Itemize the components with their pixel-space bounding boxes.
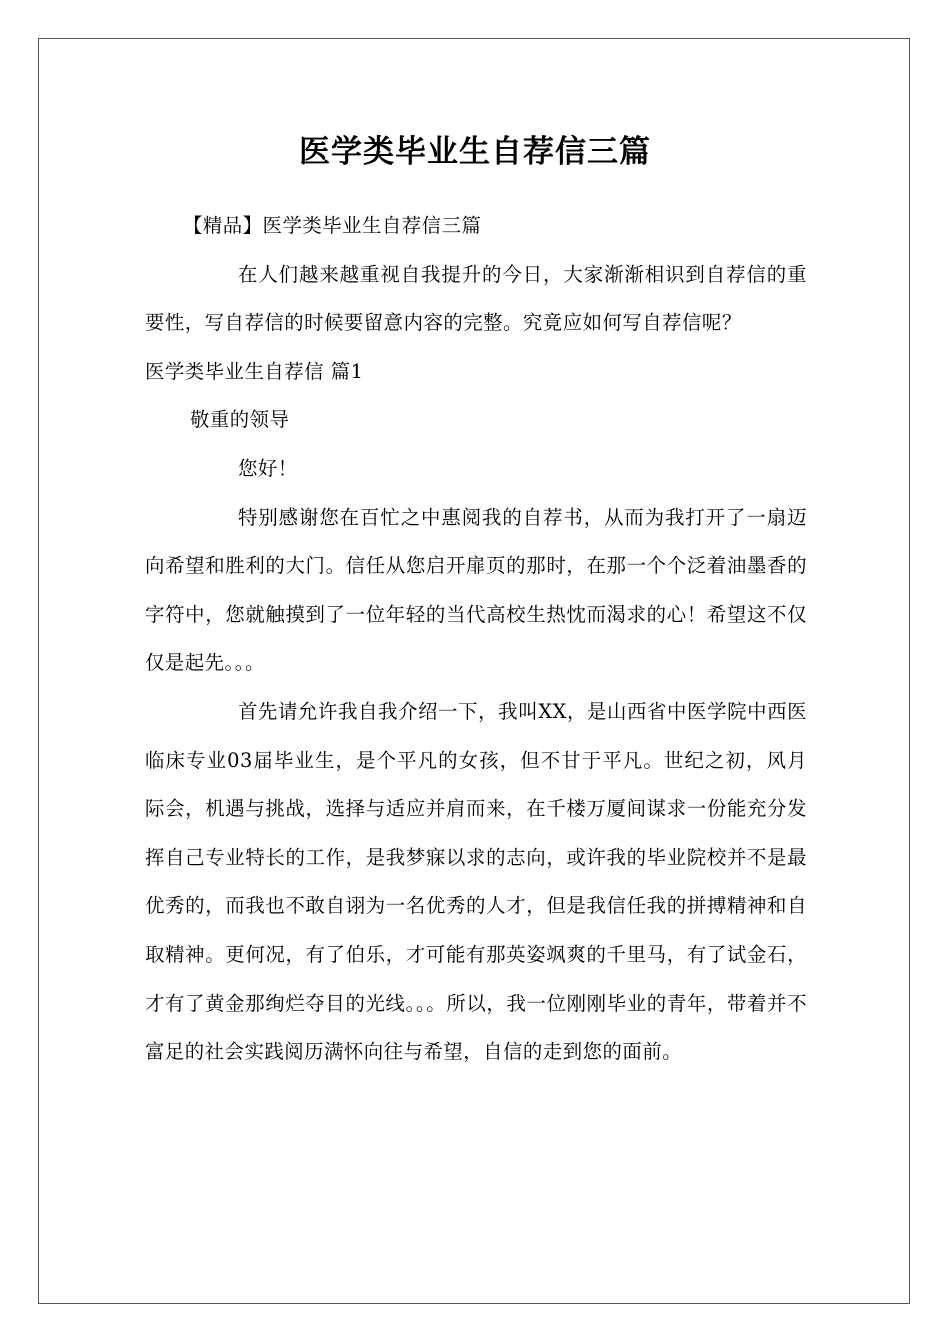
document-title: 医学类毕业生自荐信三篇 [299, 134, 651, 170]
intro-line: 【精品】医学类毕业生自荐信三篇 [183, 214, 482, 237]
intro-paragraph: 在人们越来越重视自我提升的今日，大家渐渐相识到自荐信的重要性，写自荐信的时候要留意内容的完整。究竟应如何写自荐信呢？ [145, 262, 807, 335]
section-heading: 医学类毕业生自荐信 篇1 [145, 359, 364, 383]
document-body [145, 202, 807, 1077]
salutation: 敬重的领导 [190, 408, 290, 432]
greeting: 您好！ [238, 456, 298, 480]
body-paragraph-1: 特别感谢您在百忙之中惠阅我的自荐书，从而为我打开了一扇迈向希望和胜利的大门。信任从您启开扉页的那时，在那一个个泛着油墨香的字符中，您就触摸到了一位年轻的当代高校生热忱而渴求的心！希望这不仅仅是起先。。。 [145, 505, 807, 675]
body-paragraph-2: 首先请允许我自我介绍一下，我叫XX，是山西省中医学院中西医临床专业03届毕业生，是个平凡的女孩，但不甘于平凡。世纪之初，风月际会，机遇与挑战，选择与适应并肩而来，在千楼万厦间谋求一份能充分发挥自己专业特长的工作，是我梦寐以求的志向，或许我的毕业院校并不是最优秀的，而我也不敢自诩为一名优秀的人才，但是我信任我的拼搏精神和自取精神。更何况，有了伯乐，才可能有那英姿飒爽的千里马，有了试金石，才有了黄金那绚烂夺目的光线。。。所以，我一位刚刚毕业的青年，带着并不富足的社会实践阅历满怀向往与希望，自信的走到您的面前。 [145, 699, 807, 1064]
